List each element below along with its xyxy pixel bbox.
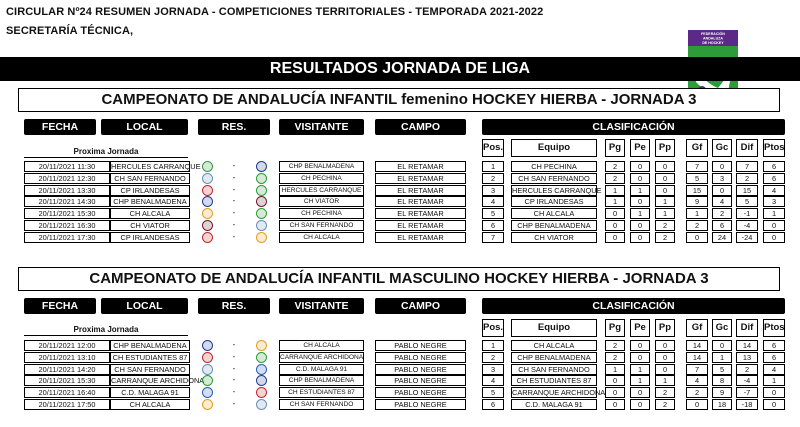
standings-cell: 3 xyxy=(712,173,732,184)
match-date: 20/11/2021 17:30 xyxy=(24,232,110,243)
standings-cell: 4 xyxy=(482,375,504,386)
standings-cell: 1 xyxy=(482,161,504,172)
circular-title: CIRCULAR Nº24 RESUMEN JORNADA - COMPETICIONES TERRITORIALES - TEMPORADA 2021-2022 xyxy=(6,6,544,18)
standings-cell: 9 xyxy=(712,387,732,398)
standings-cell: 0 xyxy=(763,387,785,398)
visitor-shield-icon xyxy=(256,196,267,207)
standings-cell: 6 xyxy=(482,399,504,410)
match-visitor-team: CH ESTUDIANTES 87 xyxy=(279,387,364,398)
match-visitor-team: CH ALCALA xyxy=(279,340,364,351)
standings-cell: -4 xyxy=(736,220,758,231)
standings-cell: 2 xyxy=(482,173,504,184)
score-dash: - xyxy=(232,363,236,373)
local-shield-icon xyxy=(202,375,213,386)
standings-cell: C.D. MALAGA 91 xyxy=(511,399,597,410)
standings-cell: 0 xyxy=(630,161,650,172)
match-local-team: CH ALCALA xyxy=(110,208,190,219)
secretaria-label: SECRETARÍA TÉCNICA, xyxy=(6,25,134,37)
standings-cell: 2 xyxy=(686,387,708,398)
standings-cell: 0 xyxy=(763,232,785,243)
local-shield-icon xyxy=(202,364,213,375)
match-venue: EL RETAMAR xyxy=(375,196,466,207)
match-visitor-team: C.D. MALAGA 91 xyxy=(279,364,364,375)
standings-header-gf: Gf xyxy=(686,319,708,337)
standings-header-pp: Pp xyxy=(655,319,675,337)
standings-header-pg: Pg xyxy=(605,139,625,157)
standings-cell: 4 xyxy=(686,375,708,386)
match-visitor-team: CARRANQUE ARCHIDONA xyxy=(280,353,364,361)
visitor-shield-icon xyxy=(256,220,267,231)
match-date: 20/11/2021 11:30 xyxy=(24,161,110,172)
next-round-label: Proxima Jornada xyxy=(24,147,188,158)
standings-cell: 3 xyxy=(482,364,504,375)
standings-cell: 2 xyxy=(686,220,708,231)
match-visitor-team: CHP BENALMADENA xyxy=(279,161,364,172)
match-local-team: CHP BENALMADENA xyxy=(110,196,190,207)
standings-cell: 0 xyxy=(763,399,785,410)
local-shield-icon xyxy=(202,387,213,398)
local-shield-icon xyxy=(202,173,213,184)
match-date: 20/11/2021 12:30 xyxy=(24,173,110,184)
standings-header-pp: Pp xyxy=(655,139,675,157)
standings-cell: 14 xyxy=(686,352,708,363)
match-local-team: CHP BENALMADENA xyxy=(110,340,190,351)
column-header-visitante: VISITANTE xyxy=(279,298,364,314)
standings-cell: 6 xyxy=(482,220,504,231)
local-shield-icon xyxy=(202,232,213,243)
match-venue: EL RETAMAR xyxy=(375,208,466,219)
visitor-shield-icon xyxy=(256,364,267,375)
match-venue: EL RETAMAR xyxy=(375,232,466,243)
championship-title: CAMPEONATO DE ANDALUCÍA INFANTIL femenino HOCKEY HIERBA - JORNADA 3 xyxy=(18,88,780,112)
results-banner: RESULTADOS JORNADA DE LIGA xyxy=(0,57,800,81)
standings-cell: CH VIATOR xyxy=(511,232,597,243)
standings-cell: 4 xyxy=(763,185,785,196)
standings-cell: 1 xyxy=(630,185,650,196)
match-local-team: CH SAN FERNANDO xyxy=(110,364,190,375)
match-date: 20/11/2021 13:30 xyxy=(24,185,110,196)
match-venue: EL RETAMAR xyxy=(375,185,466,196)
standings-cell: 0 xyxy=(712,185,732,196)
standings-cell: 2 xyxy=(655,220,675,231)
visitor-shield-icon xyxy=(256,185,267,196)
local-shield-icon xyxy=(202,196,213,207)
score-dash: - xyxy=(232,387,236,397)
standings-cell: 6 xyxy=(763,340,785,351)
standings-cell: 4 xyxy=(482,196,504,207)
standings-cell: 9 xyxy=(686,196,708,207)
standings-cell: 0 xyxy=(686,232,708,243)
visitor-shield-icon xyxy=(256,173,267,184)
standings-cell: 15 xyxy=(686,185,708,196)
standings-cell: 5 xyxy=(482,387,504,398)
match-visitor-team: CH SAN FERNANDO xyxy=(279,220,364,231)
logo-line-1: FEDERACIÓN xyxy=(701,32,725,36)
standings-cell: -4 xyxy=(736,375,758,386)
standings-cell: 0 xyxy=(605,208,625,219)
match-venue: PABLO NEGRE xyxy=(375,375,466,386)
match-visitor-team: CH PECHINA xyxy=(279,208,364,219)
standings-cell: 2 xyxy=(605,161,625,172)
match-local-team: CH VIATOR xyxy=(110,220,190,231)
standings-header-ptos: Ptos xyxy=(763,319,785,337)
standings-cell: 2 xyxy=(712,208,732,219)
standings-header-dif: Dif xyxy=(736,319,758,337)
standings-cell: 5 xyxy=(736,196,758,207)
match-local-team: CARRANQUE ARCHIDONA xyxy=(111,376,205,386)
logo-line-2: ANDALUZA xyxy=(703,36,723,41)
column-header-local: LOCAL xyxy=(101,119,188,135)
match-local-team: CP IRLANDESAS xyxy=(110,185,190,196)
match-date: 20/11/2021 13:10 xyxy=(24,352,110,363)
standings-cell: 5 xyxy=(686,173,708,184)
match-date: 20/11/2021 16:40 xyxy=(24,387,110,398)
standings-header-equipo: Equipo xyxy=(511,319,597,337)
standings-cell: 6 xyxy=(763,161,785,172)
standings-cell: CH SAN FERNANDO xyxy=(511,364,597,375)
standings-cell: 0 xyxy=(605,220,625,231)
match-local-team: CP IRLANDESAS xyxy=(110,232,190,243)
match-local-team: CH ESTUDIANTES 87 xyxy=(110,352,190,363)
standings-cell: 14 xyxy=(736,340,758,351)
column-header-local: LOCAL xyxy=(101,298,188,314)
standings-cell: 13 xyxy=(736,352,758,363)
standings-cell: 0 xyxy=(605,387,625,398)
column-header-campo: CAMPO xyxy=(375,298,466,314)
match-visitor-team: CH VIATOR xyxy=(279,196,364,207)
standings-cell: 0 xyxy=(630,340,650,351)
standings-cell: 2 xyxy=(605,352,625,363)
column-header-res: RES. xyxy=(198,119,270,135)
standings-cell: 7 xyxy=(736,161,758,172)
visitor-shield-icon xyxy=(256,208,267,219)
visitor-shield-icon xyxy=(256,232,267,243)
standings-cell: 2 xyxy=(482,352,504,363)
standings-cell: 7 xyxy=(686,364,708,375)
standings-cell: 4 xyxy=(763,364,785,375)
standings-cell: 0 xyxy=(655,340,675,351)
score-dash: - xyxy=(232,351,236,361)
match-visitor-team: HERCULES CARRANQUE xyxy=(279,185,364,196)
standings-cell: 0 xyxy=(630,220,650,231)
match-date: 20/11/2021 15:30 xyxy=(24,375,110,386)
standings-cell: 0 xyxy=(686,399,708,410)
standings-cell: 1 xyxy=(482,340,504,351)
standings-cell: -24 xyxy=(736,232,758,243)
match-visitor-team: CHP BENALMADENA xyxy=(279,375,364,386)
standings-cell: 0 xyxy=(655,161,675,172)
standings-cell: 0 xyxy=(712,340,732,351)
standings-cell: 7 xyxy=(686,161,708,172)
standings-cell: CH ALCALA xyxy=(511,340,597,351)
score-dash: - xyxy=(232,340,236,349)
standings-cell: CH ALCALA xyxy=(511,208,597,219)
visitor-shield-icon xyxy=(256,161,267,172)
standings-cell: 7 xyxy=(482,232,504,243)
score-dash: - xyxy=(232,196,236,206)
standings-cell: CP IRLANDESAS xyxy=(511,196,597,207)
match-venue: EL RETAMAR xyxy=(375,173,466,184)
standings-cell: 0 xyxy=(630,387,650,398)
column-header-visitante: VISITANTE xyxy=(279,119,364,135)
standings-cell: 2 xyxy=(736,364,758,375)
standings-cell: 0 xyxy=(763,220,785,231)
standings-cell: 0 xyxy=(605,399,625,410)
standings-cell: 1 xyxy=(763,208,785,219)
match-venue: PABLO NEGRE xyxy=(375,387,466,398)
local-shield-icon xyxy=(202,161,213,172)
standings-cell: HERCULES CARRANQUE xyxy=(512,185,602,195)
standings-cell: 1 xyxy=(605,196,625,207)
standings-cell: 6 xyxy=(763,352,785,363)
standings-cell: 1 xyxy=(763,375,785,386)
visitor-shield-icon xyxy=(256,352,267,363)
standings-cell: CHP BENALMADENA xyxy=(511,352,597,363)
score-dash: - xyxy=(232,161,236,170)
column-header-campo: CAMPO xyxy=(375,119,466,135)
standings-cell: -1 xyxy=(736,208,758,219)
column-header-clasificacion: CLASIFICACIÓN xyxy=(482,298,785,314)
standings-cell: 24 xyxy=(712,232,732,243)
standings-cell: 0 xyxy=(655,352,675,363)
score-dash: - xyxy=(232,399,236,408)
standings-cell: 0 xyxy=(630,173,650,184)
standings-cell: 2 xyxy=(655,232,675,243)
standings-cell: 14 xyxy=(686,340,708,351)
match-local-team: C.D. MALAGA 91 xyxy=(110,387,190,398)
match-visitor-team: CH PECHINA xyxy=(279,173,364,184)
standings-cell: 6 xyxy=(763,173,785,184)
standings-cell: 1 xyxy=(655,375,675,386)
standings-header-pos: Pos. xyxy=(482,319,504,337)
standings-cell: 0 xyxy=(712,161,732,172)
score-dash: - xyxy=(232,184,236,194)
match-visitor-team: CH ALCALA xyxy=(279,232,364,243)
standings-cell: 2 xyxy=(605,340,625,351)
standings-header-pos: Pos. xyxy=(482,139,504,157)
match-date: 20/11/2021 12:00 xyxy=(24,340,110,351)
visitor-shield-icon xyxy=(256,340,267,351)
standings-cell: 0 xyxy=(630,399,650,410)
standings-cell: 3 xyxy=(763,196,785,207)
match-venue: EL RETAMAR xyxy=(375,161,466,172)
standings-header-dif: Dif xyxy=(736,139,758,157)
standings-cell: 0 xyxy=(630,232,650,243)
standings-cell: 1 xyxy=(655,196,675,207)
standings-cell: CHP BENALMADENA xyxy=(511,220,597,231)
standings-cell: 3 xyxy=(482,185,504,196)
match-venue: PABLO NEGRE xyxy=(375,364,466,375)
visitor-shield-icon xyxy=(256,387,267,398)
match-venue: EL RETAMAR xyxy=(375,220,466,231)
score-dash: - xyxy=(232,172,236,182)
column-header-fecha: FECHA xyxy=(24,298,96,314)
standings-header-pe: Pe xyxy=(630,139,650,157)
standings-cell: -7 xyxy=(736,387,758,398)
standings-cell: 1 xyxy=(630,364,650,375)
match-local-team: CH ALCALA xyxy=(110,399,190,410)
standings-cell: 8 xyxy=(712,375,732,386)
standings-cell: 6 xyxy=(712,220,732,231)
standings-cell: 18 xyxy=(712,399,732,410)
local-shield-icon xyxy=(202,340,213,351)
standings-cell: 0 xyxy=(605,375,625,386)
standings-cell: 1 xyxy=(605,364,625,375)
local-shield-icon xyxy=(202,208,213,219)
standings-cell: 2 xyxy=(655,387,675,398)
standings-header-pe: Pe xyxy=(630,319,650,337)
standings-cell: 1 xyxy=(686,208,708,219)
standings-header-gc: Gc xyxy=(712,139,732,157)
score-dash: - xyxy=(232,375,236,385)
column-header-fecha: FECHA xyxy=(24,119,96,135)
standings-header-ptos: Ptos xyxy=(763,139,785,157)
logo-line-3: DE HOCKEY xyxy=(702,41,724,45)
standings-cell: 1 xyxy=(655,208,675,219)
column-header-res: RES. xyxy=(198,298,270,314)
match-venue: PABLO NEGRE xyxy=(375,352,466,363)
visitor-shield-icon xyxy=(256,399,267,410)
standings-cell: 1 xyxy=(630,375,650,386)
standings-cell: CH PECHINA xyxy=(511,161,597,172)
standings-cell: 2 xyxy=(736,173,758,184)
match-date: 20/11/2021 15:30 xyxy=(24,208,110,219)
standings-cell: CARRANQUE ARCHIDONA xyxy=(512,388,606,398)
championship-title: CAMPEONATO DE ANDALUCÍA INFANTIL MASCULINO HOCKEY HIERBA - JORNADA 3 xyxy=(18,267,780,291)
local-shield-icon xyxy=(202,399,213,410)
match-local-team: CH SAN FERNANDO xyxy=(110,173,190,184)
standings-cell: 1 xyxy=(605,185,625,196)
standings-cell: 4 xyxy=(712,196,732,207)
standings-cell: 1 xyxy=(712,352,732,363)
standings-cell: 0 xyxy=(630,352,650,363)
standings-header-equipo: Equipo xyxy=(511,139,597,157)
standings-cell: 0 xyxy=(630,196,650,207)
standings-cell: 5 xyxy=(712,364,732,375)
standings-cell: 15 xyxy=(736,185,758,196)
standings-cell: 1 xyxy=(630,208,650,219)
match-date: 20/11/2021 16:30 xyxy=(24,220,110,231)
standings-cell: 0 xyxy=(655,173,675,184)
standings-header-pg: Pg xyxy=(605,319,625,337)
local-shield-icon xyxy=(202,352,213,363)
standings-cell: 2 xyxy=(605,173,625,184)
match-date: 20/11/2021 17:50 xyxy=(24,399,110,410)
standings-cell: 0 xyxy=(655,185,675,196)
match-date: 20/11/2021 14:30 xyxy=(24,196,110,207)
standings-cell: CH ESTUDIANTES 87 xyxy=(511,375,597,386)
standings-cell: 5 xyxy=(482,208,504,219)
standings-cell: 0 xyxy=(655,364,675,375)
match-local-team: HERCULES CARRANQUE xyxy=(111,162,201,171)
score-dash: - xyxy=(232,220,236,229)
match-date: 20/11/2021 14:20 xyxy=(24,364,110,375)
match-venue: PABLO NEGRE xyxy=(375,399,466,410)
standings-header-gc: Gc xyxy=(712,319,732,337)
standings-cell: 2 xyxy=(655,399,675,410)
score-dash: - xyxy=(232,231,236,241)
local-shield-icon xyxy=(202,185,213,196)
standings-cell: -18 xyxy=(736,399,758,410)
standings-cell: CH SAN FERNANDO xyxy=(511,173,597,184)
score-dash: - xyxy=(232,208,236,218)
local-shield-icon xyxy=(202,220,213,231)
standings-header-gf: Gf xyxy=(686,139,708,157)
visitor-shield-icon xyxy=(256,375,267,386)
next-round-label: Proxima Jornada xyxy=(24,325,188,336)
column-header-clasificacion: CLASIFICACIÓN xyxy=(482,119,785,135)
standings-cell: 0 xyxy=(605,232,625,243)
match-venue: PABLO NEGRE xyxy=(375,340,466,351)
match-visitor-team: CH SAN FERNANDO xyxy=(279,399,364,410)
